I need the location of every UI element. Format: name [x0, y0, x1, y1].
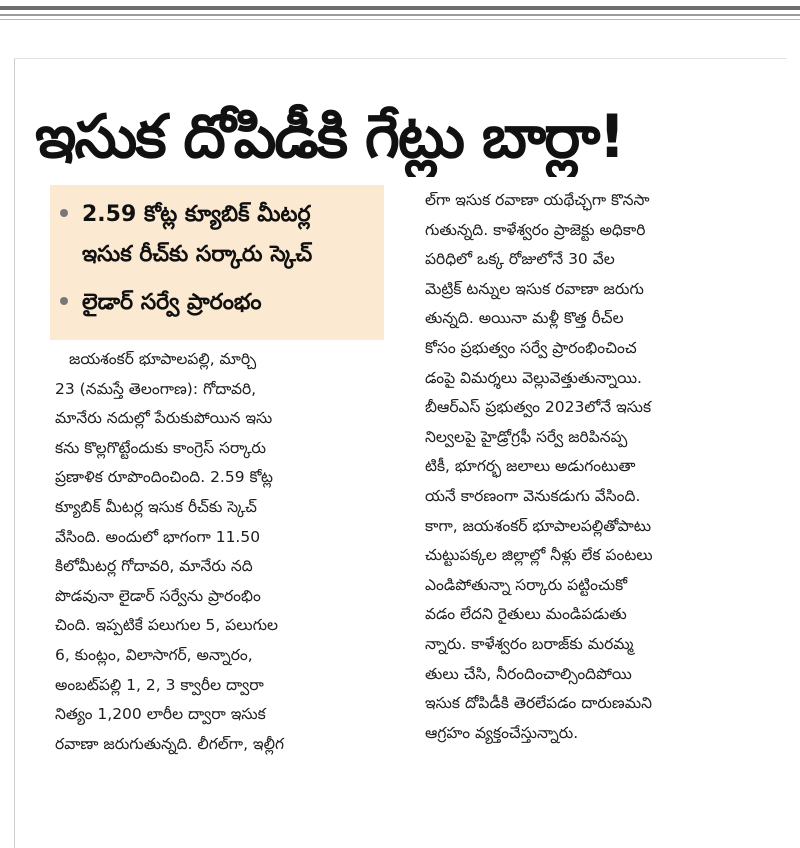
text-line: నిల్వలపై హైడ్రోగ్రఫీ సర్వే జరిపినప్ప	[425, 427, 628, 446]
text-line: వేసింది. అందులో భాగంగా 11.50	[55, 527, 261, 546]
top-rule-medium	[0, 14, 800, 16]
text-line: మెట్రిక్ టన్నుల ఇసుక రవాణా జరుగు	[425, 279, 644, 298]
highlight-item-1	[60, 197, 311, 233]
text-line: కోసం ప్రభుత్వం సర్వే ప్రారంభించించ	[425, 338, 637, 357]
text-line: కాగా, జయశంకర్ భూపాలపల్లితోపాటు	[425, 516, 652, 535]
text-line: పరిధిలో ఒక్క రోజులోనే 30 వేల	[425, 250, 615, 269]
highlight-text: ఇసుక రీచ్‌కు సర్కారు స్కెచ్	[82, 242, 313, 267]
text-line: ల్‌గా ఇసుక రవాణా యథేచ్ఛగా కొనసా	[425, 191, 650, 209]
highlight-text: లైడార్ సర్వే ప్రారంభం	[82, 290, 262, 315]
bullet-icon	[60, 209, 68, 217]
text-line: నిత్యం 1,200 లారీల ద్వారా ఇసుక	[55, 705, 266, 724]
text-line: చింది. ఇప్పటికే పలుగుల 5, పలుగుల	[55, 616, 278, 635]
highlight-text: 2.59 కోట్ల క్యూబిక్ మీటర్ల	[82, 202, 311, 227]
text-line: 23 (నమస్తే తెలంగాణ): గోదావరి,	[55, 379, 257, 398]
text-line: చుట్టుపక్కల జిల్లాల్లో నీళ్లు లేక పంటలు	[425, 546, 653, 565]
text-line: క్యూబిక్ మీటర్ల ఇసుక రీచ్‌కు స్కెచ్	[55, 497, 257, 516]
highlights-box	[50, 185, 384, 340]
highlight-item-1-continued	[82, 237, 312, 273]
text-line: ప్రణాళిక రూపొందించింది. 2.59 కోట్ల	[55, 468, 273, 487]
text-line: కను కొల్లగొట్టేందుకు కాంగ్రెస్ సర్కారు	[55, 438, 266, 457]
text-line: పొడవునా లైడార్ సర్వేను ప్రారంభిం	[55, 586, 261, 605]
article-column-left	[55, 345, 410, 759]
text-line: టికీ, భూగర్భ జలాలు అడుగంటుతా	[425, 457, 636, 476]
text-line: అంబట్‌పల్లి 1, 2, 3 క్వారీల ద్వారా	[55, 675, 264, 694]
masthead-rules	[0, 0, 800, 40]
bullet-icon	[60, 297, 68, 305]
article-headline: ఇసుక దోపిడీకి గేట్లు బార్లా!	[35, 102, 624, 172]
text-line: గుతున్నది. కాళేశ్వరం ప్రాజెక్టు అధికారి	[425, 220, 646, 239]
highlight-item-2	[60, 285, 262, 321]
text-line: కిలోమీటర్ల గోదావరి, మానేరు నది	[55, 557, 253, 576]
text-line: రవాణా జరుగుతున్నది. లీగల్‌గా, ఇల్లీగ	[55, 734, 285, 753]
text-line: ఆగ్రహం వ్యక్తంచేస్తున్నారు.	[425, 723, 579, 742]
text-line: డంపై విమర్శలు వెల్లువెత్తుతున్నాయి.	[425, 368, 642, 387]
top-rule-thin	[0, 19, 800, 20]
text-line: బీఆర్‌ఎస్ ప్రభుత్వం 2023లోనే ఇసుక	[425, 398, 652, 417]
text-line: జయశంకర్ భూపాలపల్లి, మార్చి	[69, 350, 257, 368]
text-line: న్నారు. కాళేశ్వరం బరాజ్‌కు మరమ్మ	[425, 634, 634, 653]
text-line: ఎండిపోతున్నా సర్కారు పట్టించుకో	[425, 575, 628, 594]
text-line: 6, కుంట్లం, విలాసాగర్, అన్నారం,	[55, 645, 253, 664]
article-column-right	[425, 186, 785, 748]
top-rule-thick	[0, 6, 800, 10]
text-line: ఇసుక దోపిడీకి తెరలేపడం దారుణమని	[425, 694, 652, 713]
text-line: తులు చేసి, నీరందించాల్సిందిపోయి	[425, 664, 632, 683]
text-line: యనే కారణంగా వెనుకడుగు వేసింది.	[425, 486, 641, 505]
text-line: తున్నది. అయినా మళ్లీ కొత్త రీచ్‌ల	[425, 309, 624, 328]
text-line: వడం లేదని రైతులు మండిపడుతు	[425, 605, 627, 624]
text-line: మానేరు నదుల్లో పేరుకుపోయిన ఇసు	[55, 409, 273, 428]
